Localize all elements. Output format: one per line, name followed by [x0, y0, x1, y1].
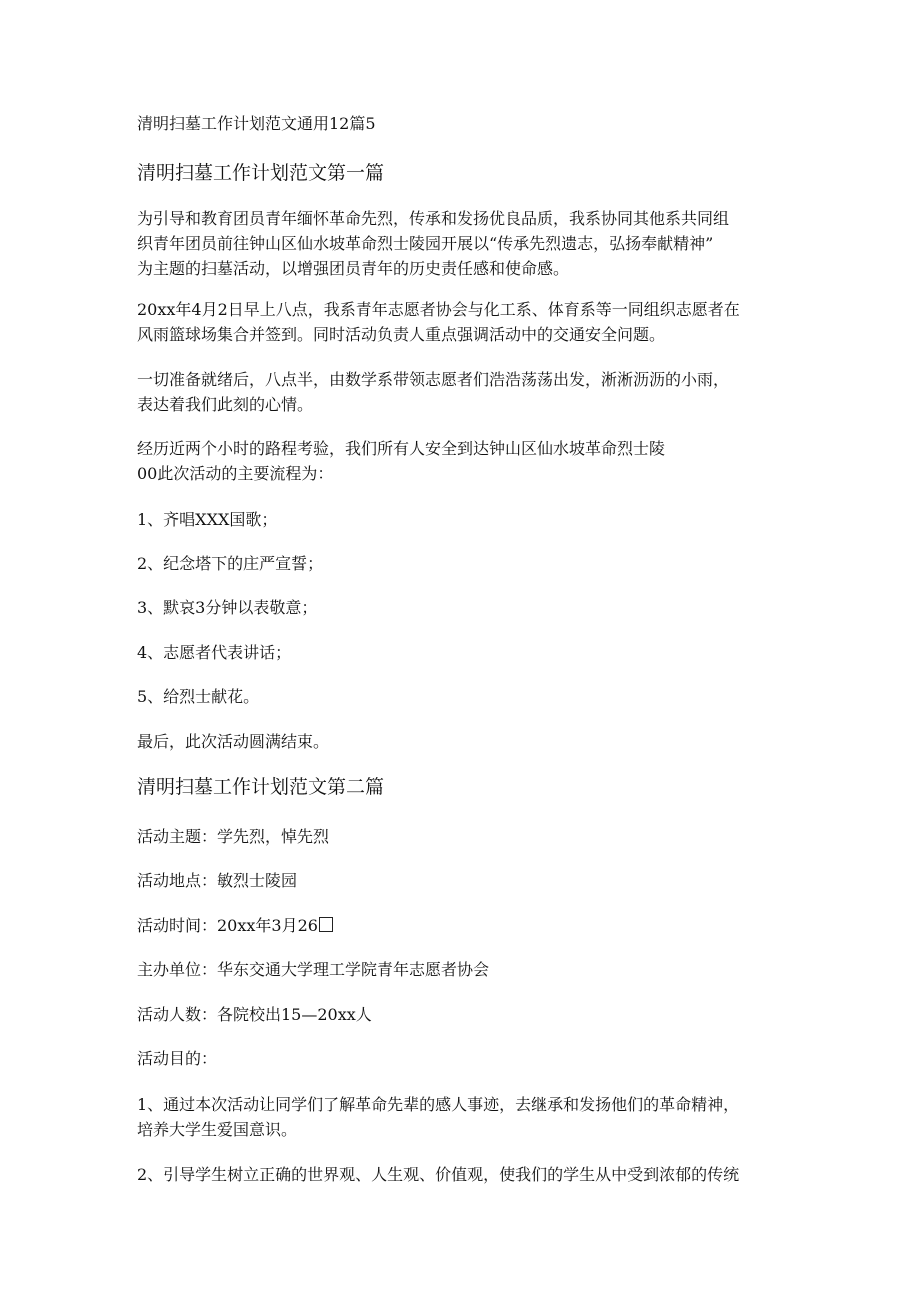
- activity-theme: 活动主题：学先烈，悼先烈: [137, 827, 330, 846]
- paragraph-intro: [137, 206, 787, 281]
- list-item: 3、默哀3分钟以表敬意；: [137, 598, 318, 617]
- paragraph-line: 经历近两个小时的路程考验，我们所有人安全到达钟山区仙水坡革命烈士陵: [137, 439, 666, 458]
- paragraph-line: 织青年团员前往钟山区仙水坡革命烈士陵园开展以“传承先烈遗志，弘扬奉献精神”: [137, 234, 714, 253]
- activity-purpose-1: [137, 1092, 787, 1142]
- paragraph-closing: 最后，此次活动圆满结束。: [137, 732, 330, 751]
- paragraph-line: 为主题的扫墓活动，以增强团员青年的历史责任感和使命感。: [137, 259, 570, 278]
- section-heading-1: 清明扫墓工作计划范文第一篇: [137, 162, 385, 184]
- paragraph-line: 为引导和教育团员青年缅怀革命先烈，传承和发扬优良品质，我系协同其他系共同组: [137, 209, 730, 228]
- activity-participants: 活动人数：各院校出15—20xx人: [137, 1005, 372, 1024]
- section-heading-2: 清明扫墓工作计划范文第二篇: [137, 776, 385, 798]
- list-item: 2、纪念塔下的庄严宣誓；: [137, 554, 324, 573]
- document-title: 清明扫墓工作计划范文通用12篇5: [137, 114, 376, 133]
- paragraph-assembly: [137, 297, 787, 347]
- list-item: 4、志愿者代表讲话；: [137, 643, 292, 662]
- activity-location: 活动地点：敏烈士陵园: [137, 871, 298, 890]
- activity-purpose-label: 活动目的：: [137, 1049, 218, 1068]
- paragraph-departure: [137, 367, 787, 417]
- paragraph-line: 20xx年4月2日早上八点，我系青年志愿者协会与化工系、体育系等一同组织志愿者在: [137, 300, 740, 319]
- paragraph-line: 风雨篮球场集合并签到。同时活动负责人重点强调活动中的交通安全问题。: [137, 325, 666, 344]
- activity-organizer: 主办单位：华东交通大学理工学院青年志愿者协会: [137, 960, 490, 979]
- list-item: 1、齐唱XXX国歌；: [137, 510, 278, 529]
- paragraph-line: 表达着我们此刻的心情。: [137, 395, 314, 414]
- paragraph-line: 2、引导学生树立正确的世界观、人生观、价值观，使我们的学生从中受到浓郁的传统: [137, 1165, 740, 1184]
- activity-time-text: 活动时间：20xx年3月26: [137, 916, 318, 935]
- paragraph-line: 培养大学生爱国意识。: [137, 1120, 298, 1139]
- paragraph-line: 1、通过本次活动让同学们了解革命先辈的感人事迹，去继承和发扬他们的革命精神，: [137, 1095, 740, 1114]
- activity-time: [137, 913, 787, 938]
- paragraph-arrival: [137, 436, 787, 486]
- missing-glyph-box-icon: [319, 917, 333, 932]
- activity-purpose-2: [137, 1162, 787, 1187]
- paragraph-line: 00此次活动的主要流程为：: [137, 464, 334, 483]
- list-item: 5、给烈士献花。: [137, 687, 260, 706]
- paragraph-line: 一切准备就绪后，八点半，由数学系带领志愿者们浩浩荡荡出发，淅淅沥沥的小雨，: [137, 370, 730, 389]
